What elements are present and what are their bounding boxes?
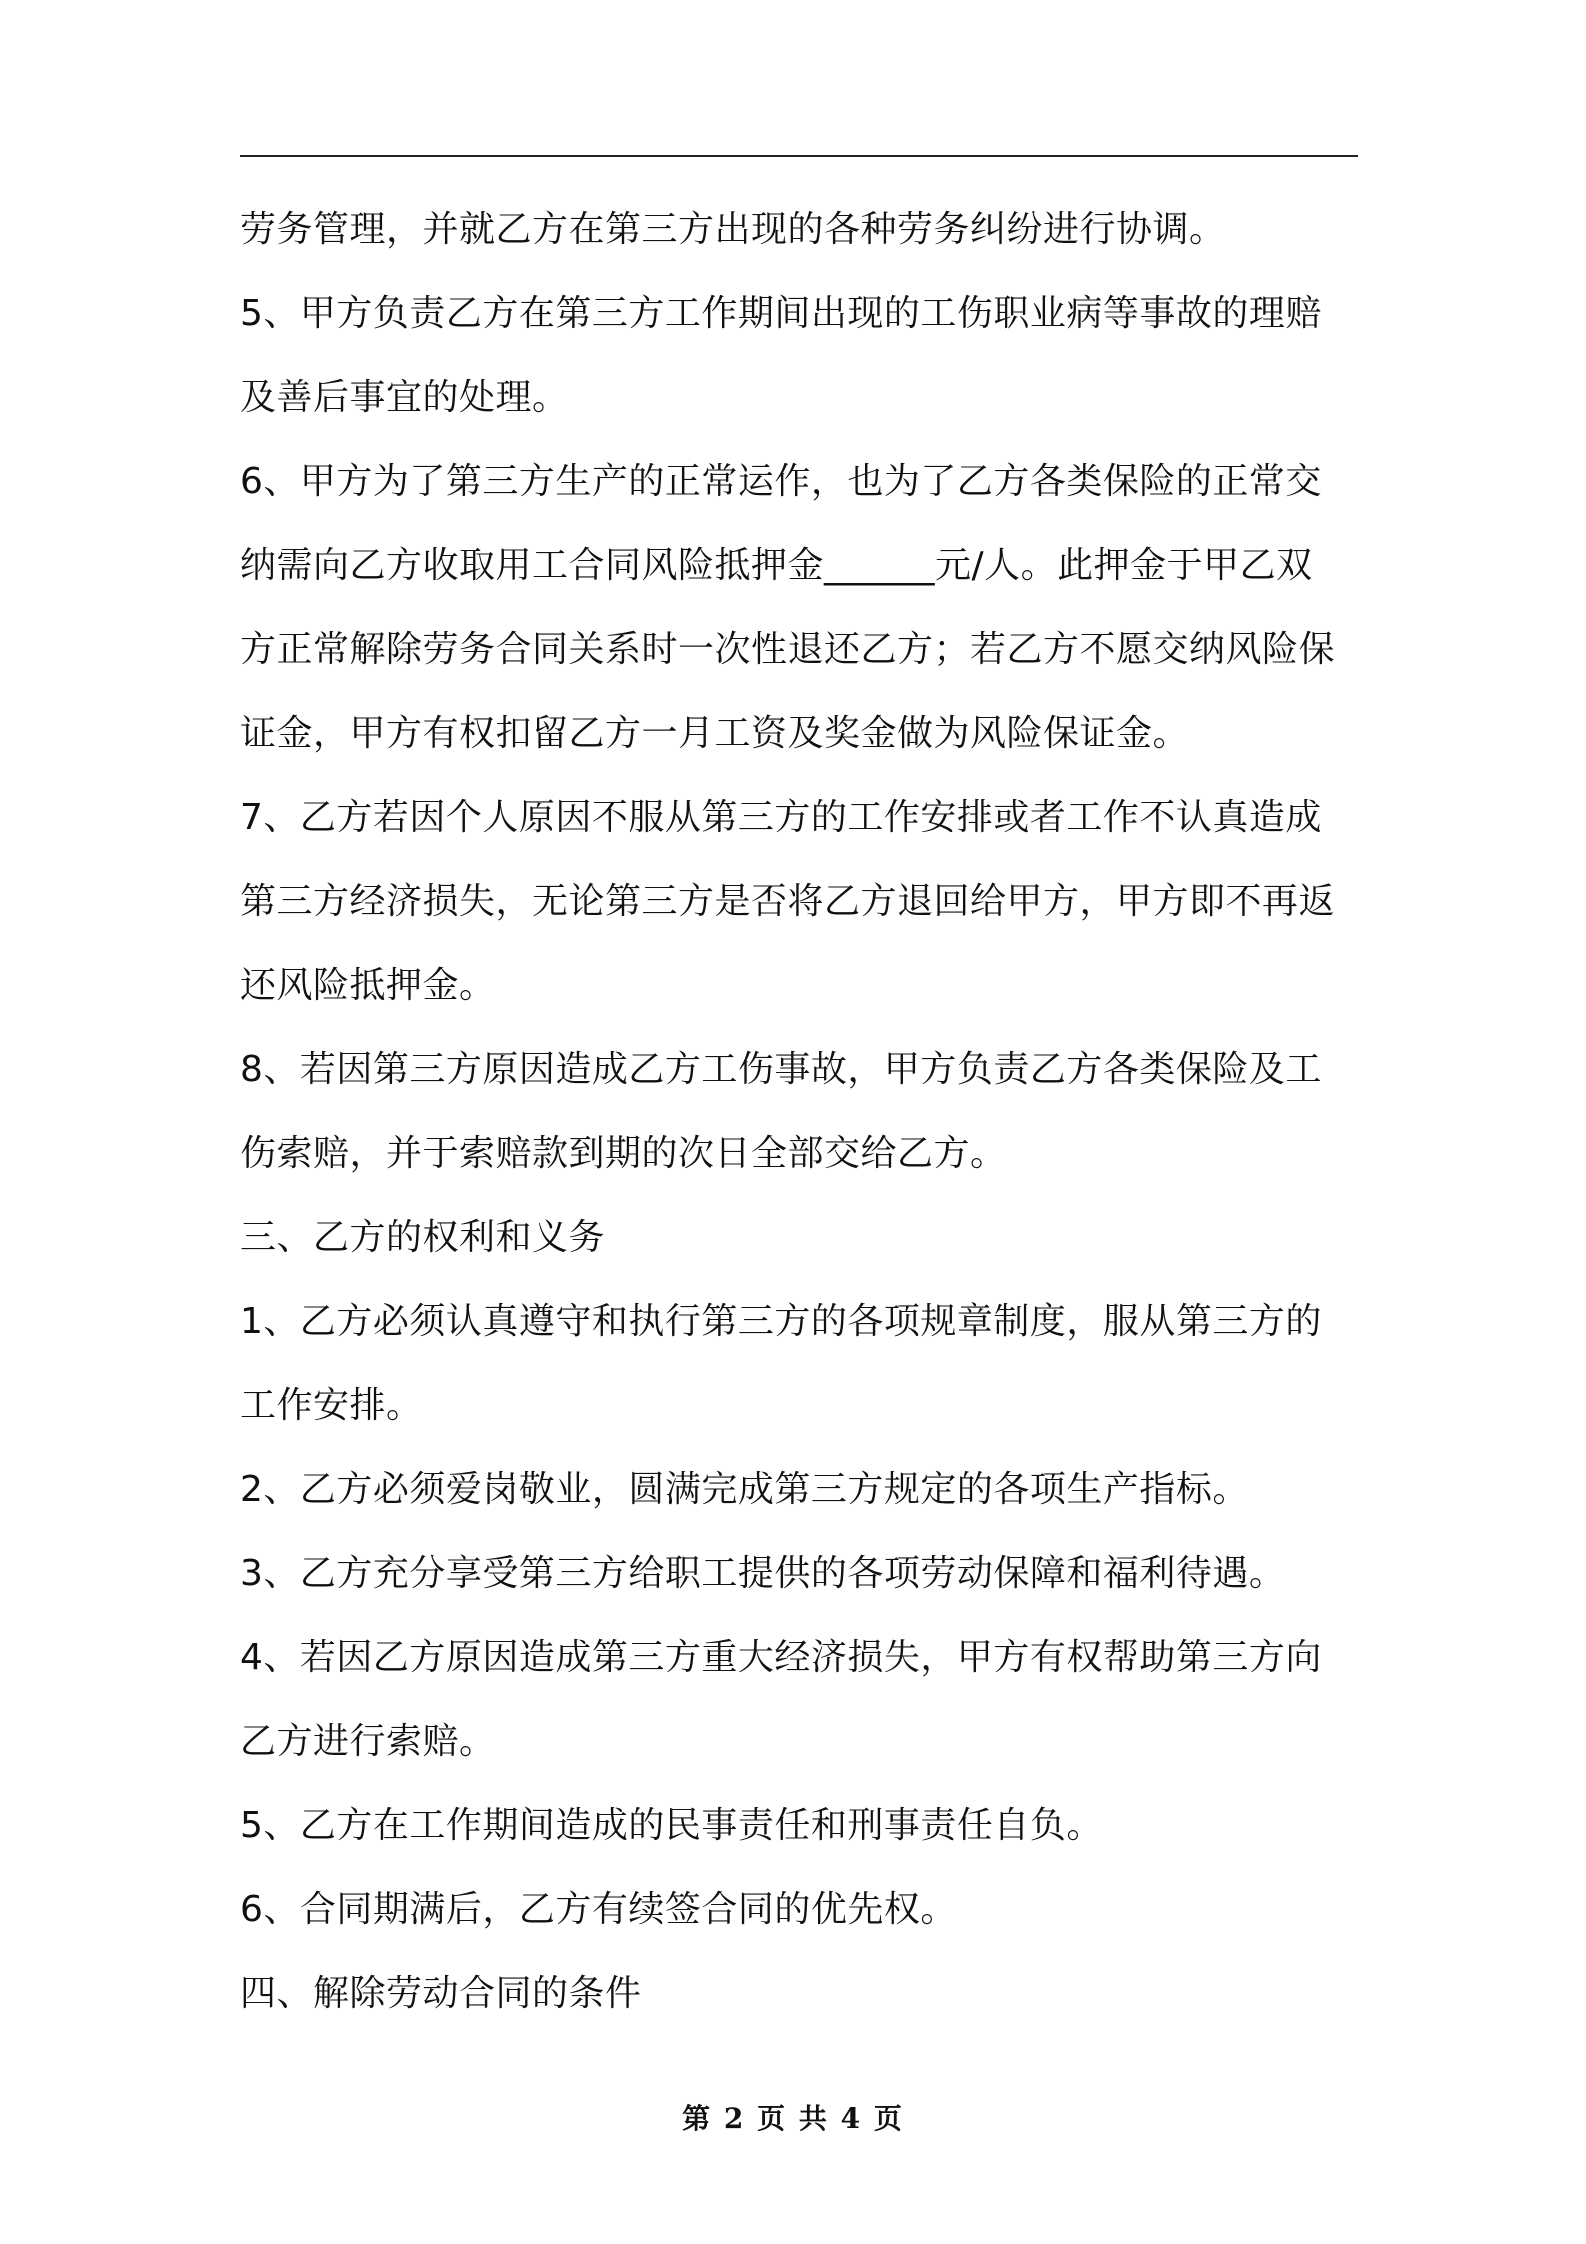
clause-3-line: 3、乙方充分享受第三方给职工提供的各项劳动保障和福利待遇。 xyxy=(240,1553,1286,1594)
section-heading-4: 四、解除劳动合同的条件 xyxy=(240,1973,642,2014)
text-line: 伤索赔，并于索赔款到期的次日全部交给乙方。 xyxy=(240,1133,1007,1174)
text-line: 证金，甲方有权扣留乙方一月工资及奖金做为风险保证金。 xyxy=(240,713,1190,754)
clause-1-line: 1、乙方必须认真遵守和执行第三方的各项规章制度，服从第三方的 xyxy=(240,1301,1322,1342)
clause-8-line: 8、若因第三方原因造成乙方工伤事故，甲方负责乙方各类保险及工 xyxy=(240,1049,1322,1090)
clause-6-line: 6、合同期满后，乙方有续签合同的优先权。 xyxy=(240,1889,957,1930)
text-line: 工作安排。 xyxy=(240,1385,423,1426)
text-line: 纳需向乙方收取用工合同风险抵押金______元/人。此押金于甲乙双 xyxy=(240,545,1313,586)
clause-4-line: 4、若因乙方原因造成第三方重大经济损失，甲方有权帮助第三方向 xyxy=(240,1637,1322,1678)
text-line: 及善后事宜的处理。 xyxy=(240,377,569,418)
document-body xyxy=(240,188,1360,2036)
header-divider xyxy=(240,155,1358,157)
clause-6-line: 6、甲方为了第三方生产的正常运作，也为了乙方各类保险的正常交 xyxy=(240,461,1322,502)
clause-7-line: 7、乙方若因个人原因不服从第三方的工作安排或者工作不认真造成 xyxy=(240,797,1322,838)
clause-5-line: 5、乙方在工作期间造成的民事责任和刑事责任自负。 xyxy=(240,1805,1103,1846)
text-line: 劳务管理，并就乙方在第三方出现的各种劳务纠纷进行协调。 xyxy=(240,209,1226,250)
text-line: 乙方进行索赔。 xyxy=(240,1721,496,1762)
text-line: 第三方经济损失，无论第三方是否将乙方退回给甲方，甲方即不再返 xyxy=(240,881,1336,922)
clause-2-line: 2、乙方必须爱岗敬业，圆满完成第三方规定的各项生产指标。 xyxy=(240,1469,1249,1510)
text-line: 方正常解除劳务合同关系时一次性退还乙方；若乙方不愿交纳风险保 xyxy=(240,629,1336,670)
page-indicator: 第 2 页 共 4 页 xyxy=(682,2102,904,2135)
clause-5-line: 5、甲方负责乙方在第三方工作期间出现的工伤职业病等事故的理赔 xyxy=(240,293,1322,334)
section-heading-3: 三、乙方的权利和义务 xyxy=(240,1217,606,1258)
text-line: 还风险抵押金。 xyxy=(240,965,496,1006)
